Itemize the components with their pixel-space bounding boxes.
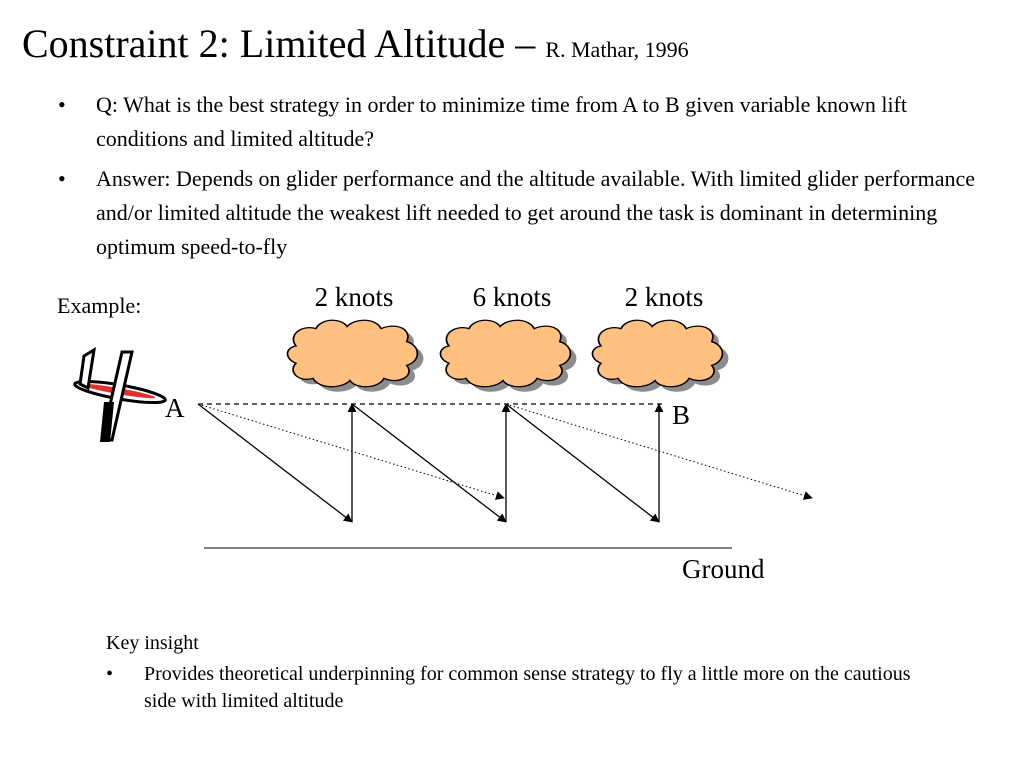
ground-label: Ground — [682, 554, 765, 584]
cloud-1-icon — [287, 320, 423, 391]
key-insight-bullet: • Provides theoretical underpinning for common sense strategy to fly a little more on the cautious side with limited altitude — [106, 661, 926, 715]
cloud-2-icon — [440, 320, 576, 391]
key-insight-list — [106, 661, 926, 715]
glider-icon — [73, 350, 166, 442]
key-insight — [106, 632, 926, 715]
glide-arrow-2 — [352, 404, 506, 522]
glide-arrow-1 — [198, 404, 352, 522]
title-text: Constraint 2: Limited Altitude – — [22, 21, 536, 66]
title-author: R. Mathar, 1996 — [545, 37, 689, 62]
point-b-label: B — [672, 400, 691, 430]
question-bullet: • Q: What is the best strategy in order to minimize time from A to B given variable known lift conditions and limited altitude? — [58, 88, 978, 156]
cloud-3-icon — [592, 320, 728, 391]
answer-bullet: • Answer: Depends on glider performance and the altitude available. With limited glider performance and/or limited altitude the weakest lift needed to get around the task is dominant in determining optimum speed-to-fly — [58, 162, 978, 264]
lift-label-1: 2 knots — [314, 282, 394, 312]
lift-label-3: 2 knots — [624, 282, 704, 312]
glide-arrow-3 — [506, 404, 659, 522]
lift-label-2: 6 knots — [472, 282, 552, 312]
cloud-1-body — [287, 320, 417, 386]
cloud-2-body — [440, 320, 570, 386]
point-a-label: A — [165, 393, 185, 423]
cloud-3-body — [592, 320, 722, 386]
dotted-glide-arrow-1 — [198, 404, 504, 498]
example-label: Example: — [57, 293, 142, 318]
key-insight-title: Key insight — [106, 632, 199, 654]
